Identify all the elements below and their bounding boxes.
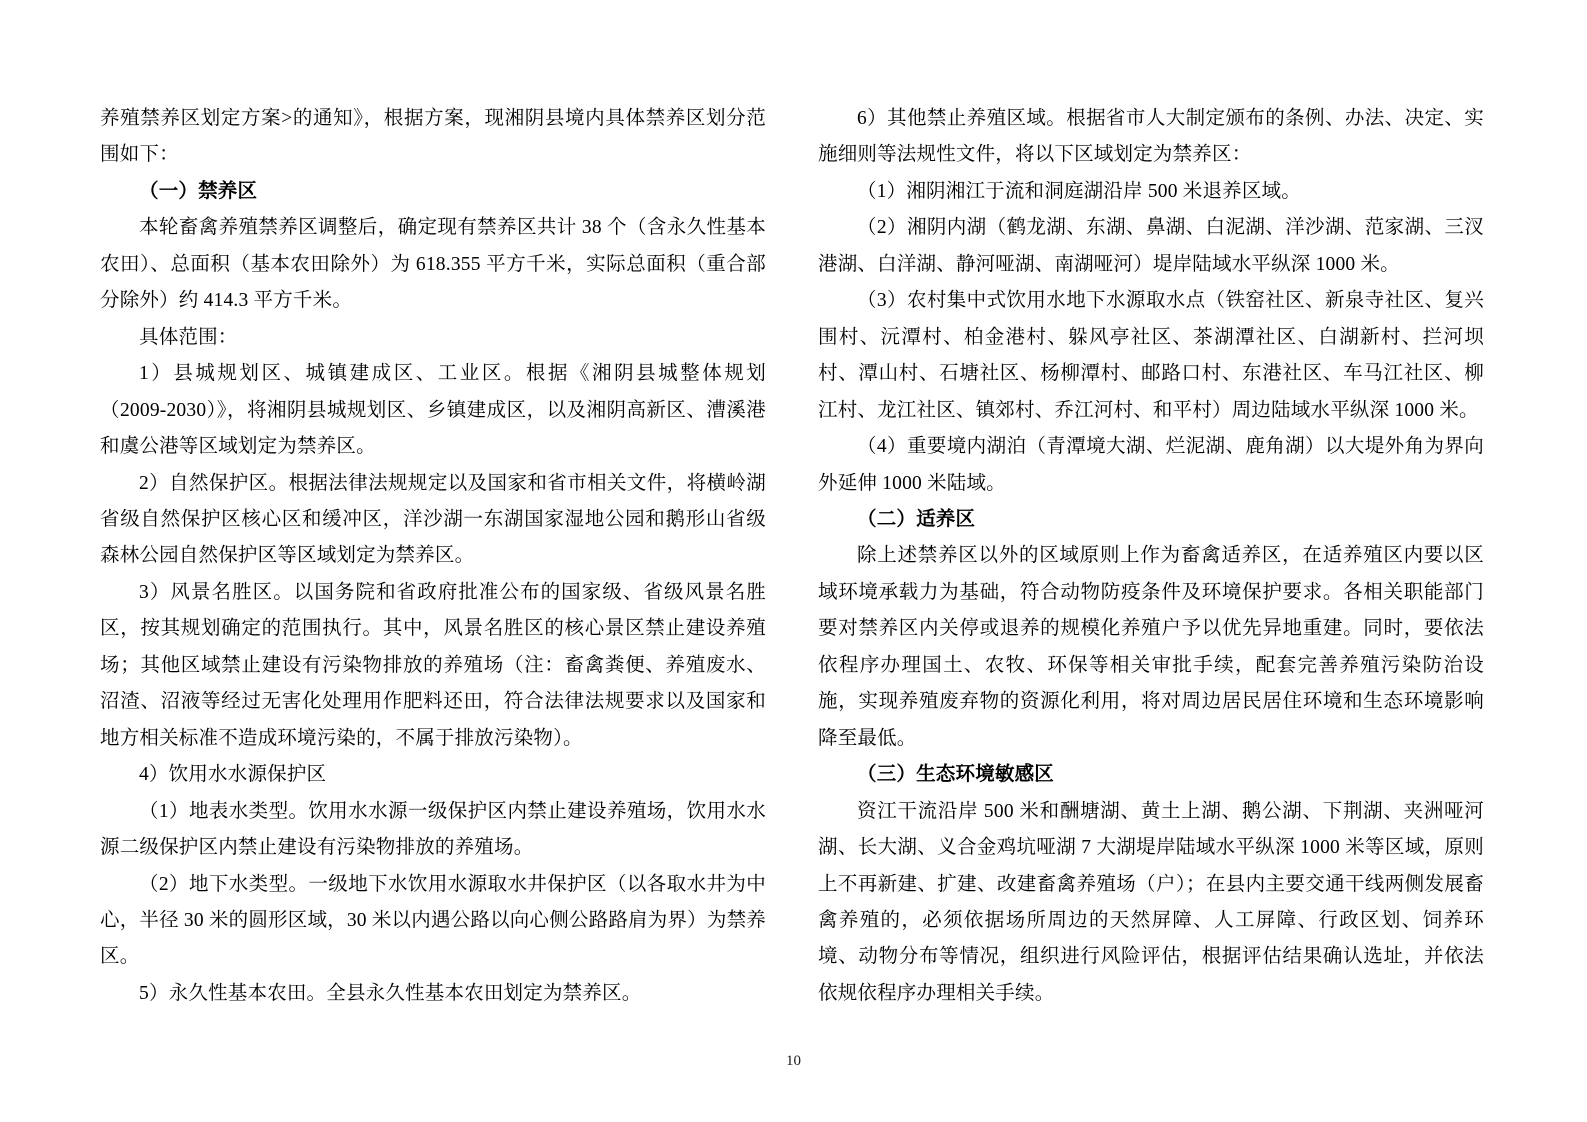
left-column xyxy=(100,101,766,1012)
paragraph: （3）农村集中式饮用水地下水源取水点（铁窑社区、新泉寺社区、复兴围村、沅潭村、柏金港村、躲风亭社区、茶湖潭社区、白湖新村、拦河坝村、潭山村、石塘社区、杨柳潭村、邮路口村、东港社区、车马江社区、柳江村、龙江社区、镇郊村、乔江河村、和平村）周边陆域水平纵深 1000 米。 xyxy=(818,290,1484,421)
paragraph: 本轮畜禽养殖禁养区调整后，确定现有禁养区共计 38 个（含永久性基本农田）、总面积（基本农田除外）为 618.355 平方千米，实际总面积（重合部分除外）约 414.3 平方千米。 xyxy=(100,217,766,312)
paragraph: 6）其他禁止养殖区域。根据省市人大制定颁布的条例、办法、决定、实施细则等法规性文件，将以下区域划定为禁养区： xyxy=(818,108,1484,166)
right-column xyxy=(818,101,1484,1012)
paragraph: 5）永久性基本农田。全县永久性基本农田划定为禁养区。 xyxy=(139,982,642,1004)
paragraph: （4）重要境内湖泊（青潭境大湖、烂泥湖、鹿角湖）以大堤外角为界向外延伸 1000 米陆域。 xyxy=(818,436,1484,494)
paragraph: 2）自然保护区。根据法律法规规定以及国家和省市相关文件，将横岭湖省级自然保护区核心区和缓冲区，洋沙湖一东湖国家湿地公园和鹅形山省级森林公园自然保护区等区域划定为禁养区。 xyxy=(100,472,766,567)
page-number: 10 xyxy=(786,1053,801,1069)
paragraph: （1）湘阴湘江于流和洞庭湖沿岸 500 米退养区域。 xyxy=(857,180,1301,202)
paragraph: 4）饮用水水源保护区 xyxy=(139,764,327,786)
paragraph: （一）禁养区 xyxy=(139,180,258,202)
paragraph: （二）适养区 xyxy=(857,508,976,530)
paragraph: 1）县城规划区、城镇建成区、工业区。根据《湘阴县城整体规划（2009-2030）》，将湘阴县城规划区、乡镇建成区，以及湘阴高新区、漕溪港和虞公港等区域划定为禁养区。 xyxy=(100,363,766,458)
paragraph: （1）地表水类型。饮用水水源一级保护区内禁止建设养殖场，饮用水水源二级保护区内禁止建设有污染物排放的养殖场。 xyxy=(100,800,766,859)
paragraph: （2）湘阴内湖（鹤龙湖、东湖、鼻湖、白泥湖、洋沙湖、范家湖、三汊港湖、白洋湖、静河哑湖、南湖哑河）堤岸陆域水平纵深 1000 米。 xyxy=(818,217,1484,275)
paragraph: （2）地下水类型。一级地下水饮用水源取水井保护区（以各取水井为中心，半径 30 米的圆形区域，30 米以内遇公路以向心侧公路路肩为界）为禁养区。 xyxy=(100,873,766,968)
paragraph: 具体范围： xyxy=(139,326,238,348)
paragraph: 养殖禁养区划定方案>的通知》，根据方案，现湘阴县境内具体禁养区划分范围如下： xyxy=(100,108,766,166)
paragraph: 除上述禁养区以外的区域原则上作为畜禽适养区，在适养殖区内要以区域环境承载力为基础，符合动物防疫条件及环境保护要求。各相关职能部门要对禁养区内关停或退养的规模化养殖户予以优先异地重建。同时，要依法依程序办理国土、农牧、环保等相关审批手续，配套完善养殖污染防治设施，实现养殖废弃物的资源化利用，将对周边居民居住环境和生态环境影响降至最低。 xyxy=(818,545,1484,749)
paragraph: 3）风景名胜区。以国务院和省政府批准公布的国家级、省级风景名胜区，按其规划确定的范围执行。其中，风景名胜区的核心景区禁止建设养殖场；其他区域禁止建设有污染物排放的养殖场（注：畜禽粪便、养殖废水、沼渣、沼液等经过无害化处理用作肥料还田，符合法律法规要求以及国家和地方相关标准不造成环境污染的，不属于排放污染物）。 xyxy=(100,581,766,749)
paragraph: （三）生态环境敏感区 xyxy=(857,764,1055,786)
paragraph: 资江干流沿岸 500 米和酬塘湖、黄土上湖、鹅公湖、下荆湖、夹洲哑河湖、长大湖、义合金鸡坑哑湖 7 大湖堤岸陆域水平纵深 1000 米等区域，原则上不再新建、扩建、改建畜禽养殖场（户）；在县内主要交通干线两侧发展畜禽养殖的，必须依据场所周边的天然屏障、人工屏障、行政区划、饲养环境、动物分布等情况，组织进行风险评估，根据评估结果确认选址，并依法依规依程序办理相关手续。 xyxy=(818,800,1484,1004)
